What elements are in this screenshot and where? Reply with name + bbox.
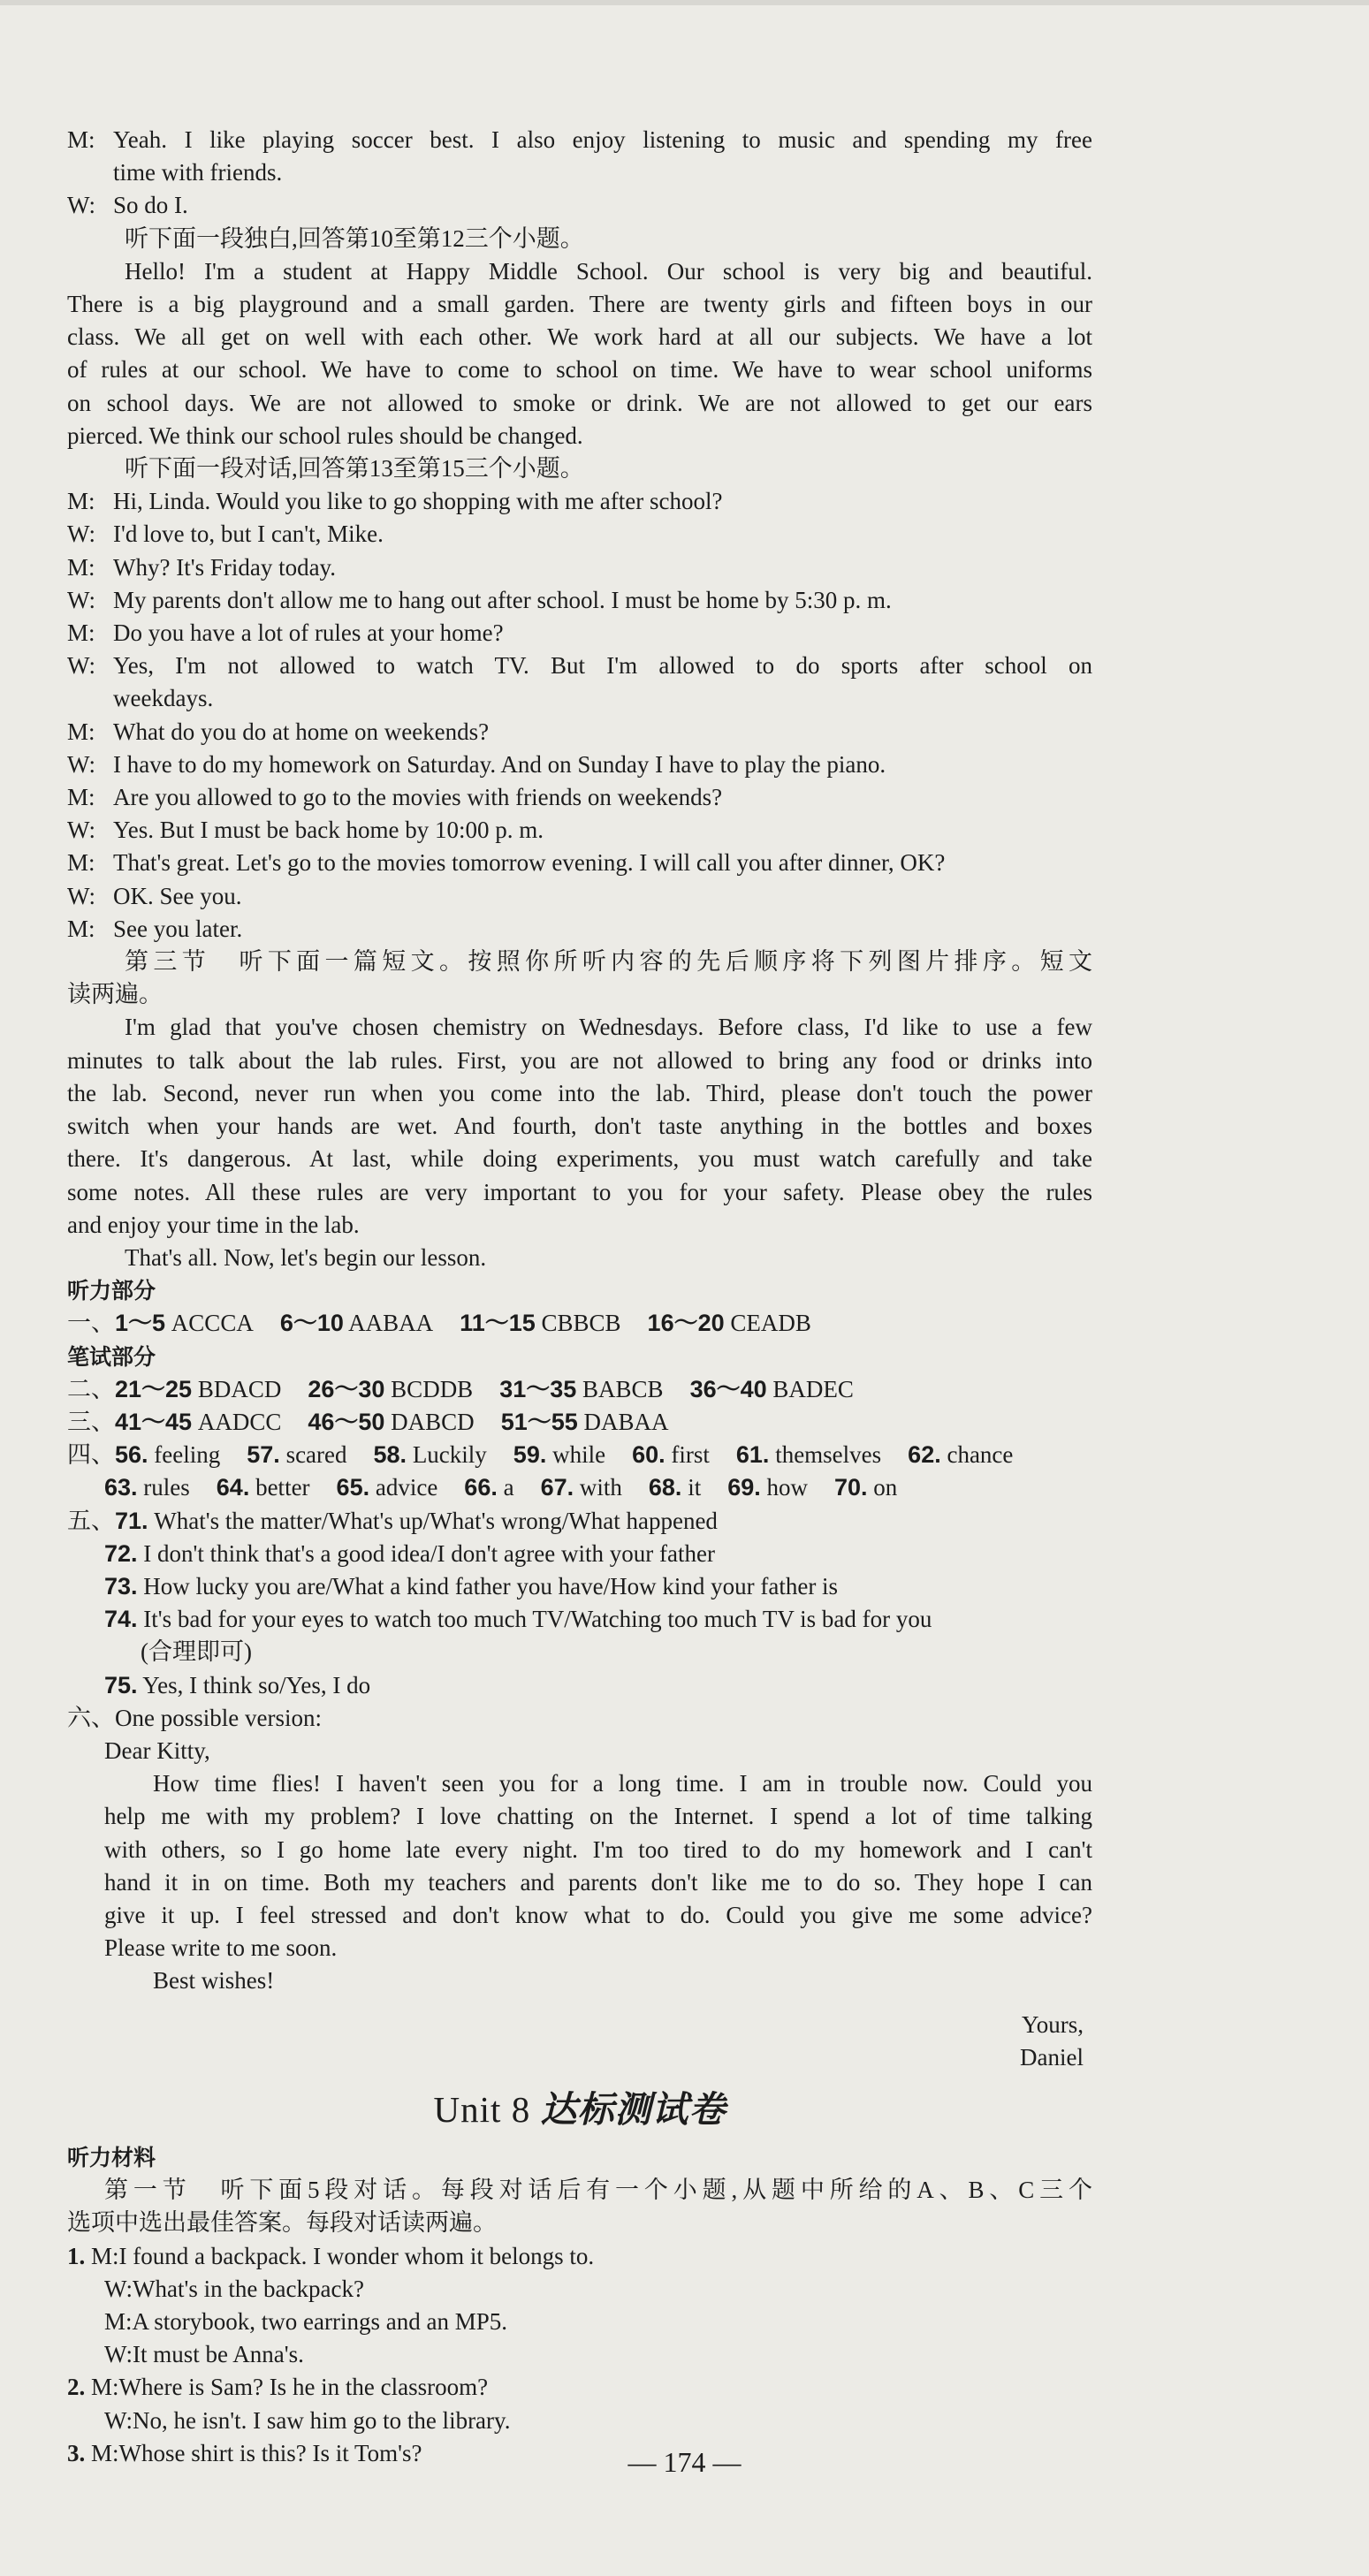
written-heading: 笔试部分 [67, 1343, 156, 1370]
passage-line: I'm glad that you've chosen chemistry on Wednesdays. Before class, I'd like to use a few [125, 1014, 1092, 1041]
written-six: 六、One possible version: [67, 1704, 322, 1731]
unit-title [67, 2083, 1092, 2136]
written-answers-two: 二、21～25 BDACD 26～30 BCDDB 31～35 BABCB 36～40 BADEC [67, 1375, 854, 1402]
passage-line: the lab. Second, never run when you come into the lab. Third, please don't touch the power [67, 1079, 1092, 1106]
letter [67, 1735, 1092, 2074]
written-answers-four-row2: 63. rules 64. better 65. advice 66. a 67. with 68. it 69. how 70. on [104, 1474, 898, 1501]
listening-heading: 听力部分 [67, 1278, 156, 1304]
dialog-line: M: Why? It's Friday today. [67, 553, 337, 581]
dialog-text: So do I. [113, 192, 188, 219]
written-answers-four: 四、56. feeling 57. scared 58. Luckily 59. while 60. first 61. themselves 62. chance [67, 1441, 1014, 1469]
dialog-line: W: My parents don't allow me to hang out after school. I must be home by 5:30 p. m. [67, 586, 892, 613]
dialog-line: W: I have to do my homework on Saturday. And on Sunday I have to play the piano. [67, 750, 886, 778]
section-1-instruction: 第一节 听下面5段对话。每段对话后有一个小题,从题中所给的A、B、C三个 [104, 2177, 1092, 2204]
passage-line: switch when your hands are wet. And fourth, don't taste anything in the bottles and boxes [67, 1113, 1092, 1140]
section-3-instruction-cont: 读两遍。 [67, 981, 163, 1008]
written-answer-73: 73. How lucky you are/What a kind father you have/How kind your father is [104, 1572, 839, 1600]
written-answer-74-note: (合理即可) [141, 1638, 252, 1666]
passage-line: some notes. All these rules are very important to you for your safety. Please obey the rules [67, 1178, 1092, 1205]
dialog-line: M: See you later. [67, 915, 243, 942]
listening-answers: 一、1～5 ACCCA 6～10 AABAA 11～15 CBBCB 16～20 CEADB [67, 1310, 811, 1337]
monologue [67, 255, 1092, 452]
passage-line: and enjoy your time in the lab. [67, 1211, 360, 1238]
speaker-label: M: [67, 126, 95, 153]
letter-line: help me with my problem? I love chatting on the Internet. I spend a lot of time talking [104, 1803, 1092, 1830]
listening-material-heading: 听力材料 [67, 2144, 156, 2170]
dialog-line: W: Yes, I'm not allowed to watch TV. But I'm allowed to do sports after school on weekdays. [67, 652, 1092, 712]
page-content [67, 124, 1092, 2470]
top-edge [0, 0, 1369, 5]
instruction-10-12: 听下面一段独白,回答第10至第12三个小题。 [125, 224, 584, 252]
letter-line: How time flies! I haven't seen you for a long time. I am in trouble now. Could you [153, 1770, 1092, 1797]
passage-line: there. It's dangerous. At last, while doing experiments, you must watch carefully and take [67, 1145, 1092, 1173]
written-answer-75: 75. Yes, I think so/Yes, I do [104, 1671, 371, 1698]
section-1-instruction-cont: 选项中选出最佳答案。每段对话读两遍。 [67, 2209, 497, 2237]
unit-title-en: Unit 8 [433, 2088, 531, 2130]
letter-line: with others, so I go home late every night. I'm too tired to do my homework and I can't [104, 1835, 1092, 1863]
unit8-dialog-line: W:It must be Anna's. [104, 2341, 304, 2368]
instruction-13-15: 听下面一段对话,回答第13至第15三个小题。 [125, 455, 584, 483]
dialog-line: M: Are you allowed to go to the movies with friends on weekends? [67, 784, 723, 811]
dialog-line: W: Yes. But I must be back home by 10:00 p. m. [67, 817, 544, 844]
monologue-line: Hello! I'm a student at Happy Middle School. Our school is very big and beautiful. [125, 257, 1092, 285]
dialog-line: M: What do you do at home on weekends? [67, 718, 490, 745]
speaker-label: W: [67, 192, 95, 219]
written-answers-three: 三、41～45 AADCC 46～50 DABCD 51～55 DABAA [67, 1408, 669, 1435]
page-number: — 174 — [627, 2446, 742, 2478]
passage-line: minutes to talk about the lab rules. First, you are not allowed to bring any food or drinks into [67, 1046, 1092, 1074]
unit8-dialogs [67, 2240, 1092, 2470]
dialog-line [67, 124, 1092, 189]
letter-line: hand it in on time. Both my teachers and parents don't like me to do so. They hope I can [104, 1868, 1092, 1896]
unit8-dialog-line: 1. M:I found a backpack. I wonder whom it belongs to. [67, 2242, 595, 2269]
unit8-dialog-line: W:No, he isn't. I saw him go to the library. [104, 2406, 511, 2434]
letter-sign-yours: Yours, [1021, 2010, 1084, 2038]
section-3-instruction: 第三节 听下面一篇短文。按照你所听内容的先后顺序将下列图片排序。短文 [125, 948, 1092, 976]
monologue-line: on school days. We are not allowed to smoke or drink. We are not allowed to get our ears [67, 389, 1092, 416]
written-answer-72: 72. I don't think that's a good idea/I don't agree with your father [104, 1539, 715, 1567]
dialog-line: W: OK. See you. [67, 882, 242, 909]
letter-sign-name: Daniel [1020, 2043, 1084, 2071]
dialog-text: Yeah. I like playing soccer best. I also enjoy listening to music and spending my free time with friends. [113, 126, 1092, 186]
monologue-line: class. We all get on well with each other. We work hard at all our subjects. We have a lot [67, 323, 1092, 351]
monologue-line: pierced. We think our school rules should be changed. [67, 422, 583, 449]
dialog-line: M: Hi, Linda. Would you like to go shopping with me after school? [67, 488, 723, 515]
written-answers-five: 五、71. What's the matter/What's up/What's wrong/What happened [67, 1507, 718, 1534]
unit8-dialog-line: W:What's in the backpack? [104, 2275, 364, 2302]
letter-greeting: Dear Kitty, [104, 1736, 210, 1764]
monologue-line: There is a big playground and a small garden. There are twenty girls and fifteen boys in our [67, 291, 1092, 318]
unit8-dialog-line: 3. M:Whose shirt is this? Is it Tom's? [67, 2439, 422, 2466]
dialog-line: M: Do you have a lot of rules at your home? [67, 619, 504, 647]
unit-title-cn: 达标测试卷 [540, 2087, 726, 2131]
unit8-dialog-line: 2. M:Where is Sam? Is he in the classroom? [67, 2374, 489, 2401]
letter-line: give it up. I feel stressed and don't know what to do. Could you give me some advice? [104, 1901, 1092, 1928]
dialog-2 [67, 485, 1092, 946]
written-answer-74: 74. It's bad for your eyes to watch too much TV/Watching too much TV is bad for you [104, 1606, 932, 1633]
dialog-line [67, 189, 1092, 222]
dialog-line: W: I'd love to, but I can't, Mike. [67, 521, 384, 548]
dialog-line: M: That's great. Let's go to the movies tomorrow evening. I will call you after dinner, OK? [67, 849, 946, 877]
unit8-dialog-line: M:A storybook, two earrings and an MP5. [104, 2308, 507, 2335]
passage-end: That's all. Now, let's begin our lesson. [125, 1243, 487, 1271]
letter-closing: Best wishes! [153, 1967, 275, 1995]
monologue-line: of rules at our school. We have to come to school on time. We have to wear school uniforms [67, 356, 1092, 384]
passage [67, 1011, 1092, 1274]
letter-line: Please write to me soon. [104, 1934, 338, 1962]
